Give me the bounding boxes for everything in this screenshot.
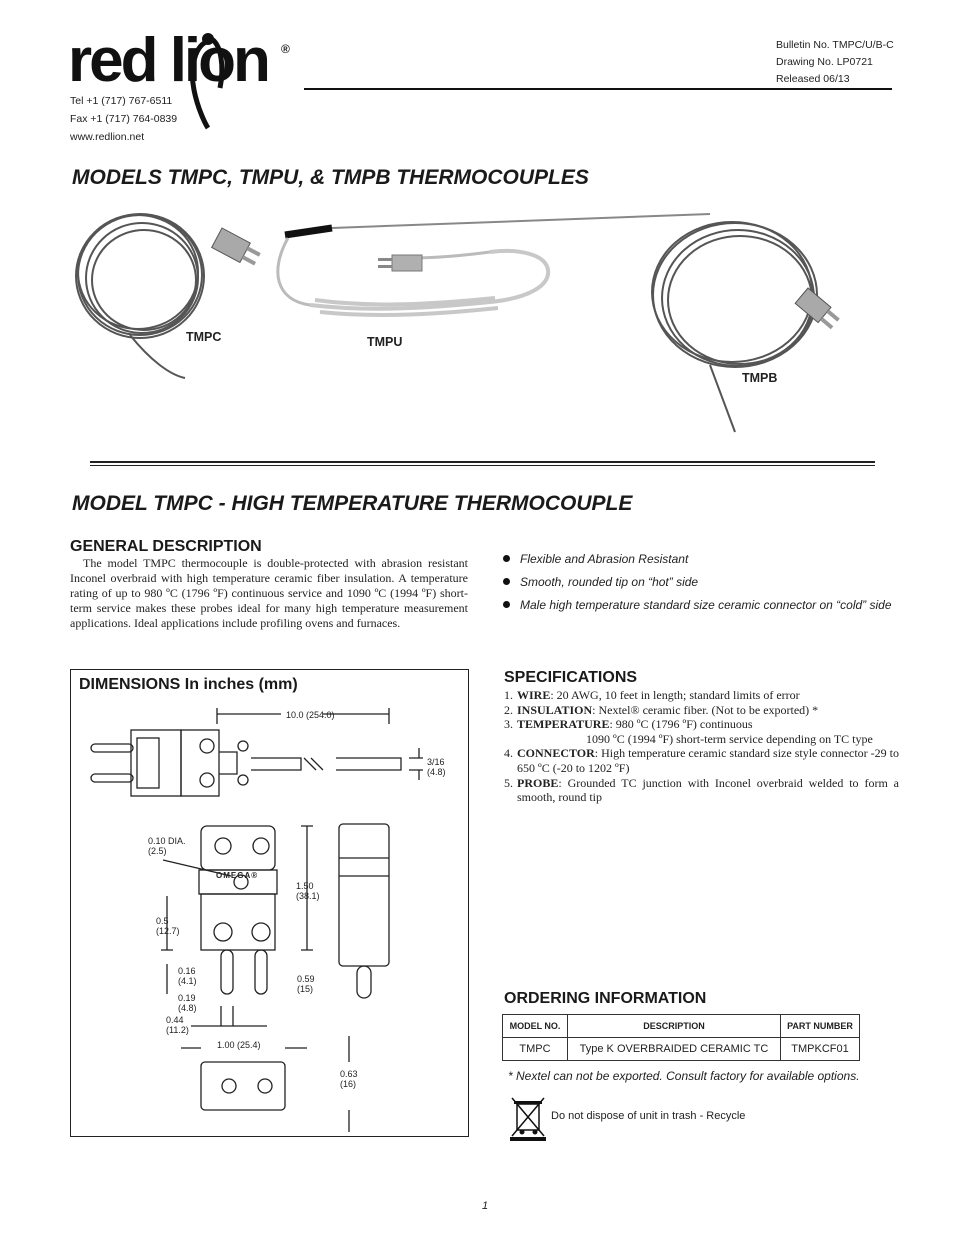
feature-bullets (503, 552, 893, 613)
dimensions-heading: DIMENSIONS In inches (mm) (79, 676, 298, 693)
recycle-bin-icon (508, 1096, 548, 1142)
feature-bullet: Smooth, rounded tip on “hot” side (503, 575, 893, 590)
release-date: Released 06/13 (776, 73, 850, 85)
bulletin-block (776, 37, 894, 88)
dim-pin-016: 0.16 (4.1) (178, 966, 197, 986)
dim-diameter: 3/16 (4.8) (427, 757, 446, 777)
section-divider (90, 461, 875, 463)
dim-width-100: 1.00 (25.4) (217, 1040, 261, 1050)
recycle-notice: Do not dispose of unit in trash - Recycle (551, 1110, 746, 1122)
dim-height-05: 0.5 (12.7) (156, 916, 180, 936)
bullet-icon (503, 578, 510, 585)
dim-height-063: 0.63 (16) (340, 1069, 358, 1089)
main-title: MODELS TMPC, TMPU, & TMPB THERMOCOUPLES (72, 166, 589, 189)
dim-pin-059: 0.59 (15) (297, 974, 315, 994)
cell-model: TMPC (503, 1038, 568, 1061)
registered-mark: ® (281, 42, 290, 56)
ordering-table-wrap (502, 1014, 860, 1061)
logo-wordmark: red lion (68, 26, 268, 95)
photo-label-tmpb: TMPB (742, 371, 778, 385)
page-number: 1 (482, 1200, 489, 1212)
col-part-number: PART NUMBER (781, 1015, 860, 1038)
drawing-number: Drawing No. LP0721 (776, 56, 873, 68)
spec-item: 1090 ºC (1994 ºF) short-term service depending on TC type (586, 731, 873, 746)
col-model-no: MODEL NO. (503, 1015, 568, 1038)
ordering-table-header (503, 1015, 860, 1038)
dim-height-150: 1.50 (38.1) (296, 881, 320, 901)
feature-bullet: Flexible and Abrasion Resistant (503, 552, 893, 567)
photo-label-tmpu: TMPU (367, 335, 403, 349)
dim-pin-044: 0.44 (11.2) (166, 1015, 189, 1035)
weee-icon (508, 1096, 548, 1142)
contact-web[interactable]: www.redlion.net (70, 131, 145, 143)
dimensions-drawing (71, 700, 466, 1134)
product-photos (70, 200, 890, 450)
col-description: DESCRIPTION (568, 1015, 781, 1038)
ordering-heading: ORDERING INFORMATION (504, 990, 707, 1007)
connector-drawing-icon (71, 700, 466, 1134)
photo-label-tmpc: TMPC (186, 330, 222, 344)
contact-tel: Tel +1 (717) 767-6511 (70, 95, 173, 107)
dim-pin-019: 0.19 (4.8) (178, 993, 197, 1013)
spec-item: 5. PROBE: Grounded TC junction with Inconel overbraid welded to form a smooth, round tip (504, 775, 899, 805)
spec-item: 4. CONNECTOR: High temperature ceramic standard size style connector -29 to 650 ºC (-20 to 1202 ºF) (504, 746, 900, 775)
spec-item: 3. TEMPERATURE: 980 ºC (1796 ºF) continuous (504, 717, 753, 732)
section-title: MODEL TMPC - HIGH TEMPERATURE THERMOCOUPLE (72, 492, 633, 515)
contact-fax: Fax +1 (717) 764-0839 (70, 113, 178, 125)
cell-part-number: TMPKCF01 (781, 1038, 860, 1061)
contact-block (70, 92, 177, 146)
feature-bullet: Male high temperature standard size ceramic connector on “cold” side (503, 598, 893, 613)
omega-brand: OMEGA® (216, 871, 259, 880)
spec-item: 1. WIRE: 20 AWG, 10 feet in length; standard limits of error (504, 688, 800, 702)
thermocouple-photos-illustration (70, 200, 890, 450)
bulletin-number: Bulletin No. TMPC/U/B-C (776, 39, 894, 51)
section-divider-secondary (90, 465, 875, 466)
ordering-table (502, 1014, 860, 1061)
specifications-heading: SPECIFICATIONS (504, 669, 638, 686)
spec-item: 2. INSULATION: Nextel® ceramic fiber. (Not to be exported) * (504, 702, 819, 717)
dim-length: 10.0 (254.0) (286, 710, 335, 720)
general-description-body: The model TMPC thermocouple is double-protected with abrasion resistant Inconel overbraid with high temperature ceramic fiber insulation. A temperature rating of up to 980 ºC (1796 ºF) continuous service and 1090 ºC (1994 ºF) short-term service makes these probes ideal for many high temperature measurement applications. Ideal applications include profiling ovens and furnaces. (70, 556, 468, 630)
table-row (503, 1038, 860, 1061)
header-rule (304, 88, 892, 90)
bullet-icon (503, 601, 510, 608)
dim-hole-diameter: 0.10 DIA. (2.5) (148, 836, 186, 856)
specifications-list (504, 688, 899, 805)
bullet-icon (503, 555, 510, 562)
general-description-heading: GENERAL DESCRIPTION (70, 538, 262, 555)
export-note: * Nextel can not be exported. Consult factory for available options. (508, 1069, 860, 1083)
cell-description: Type K OVERBRAIDED CERAMIC TC (568, 1038, 781, 1061)
